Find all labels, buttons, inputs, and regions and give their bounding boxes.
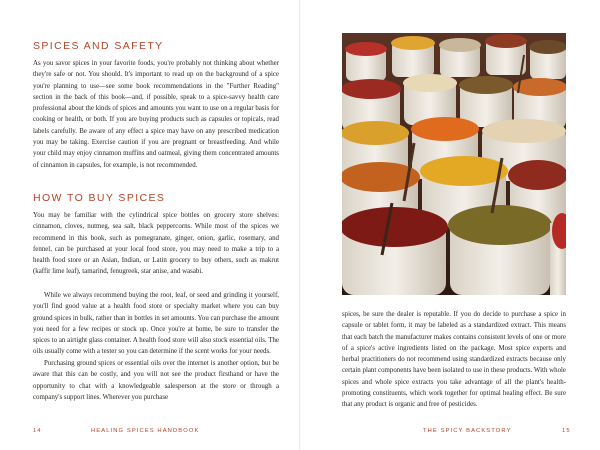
page-number-left: 14 — [33, 428, 42, 434]
paragraph-buy-spices-bulk: While we always recommend buying the root, leaf, or seed and grinding it yourself, you'll find good value at a health food store or specialty market where you can buy ground spices in bulk, rather than in bottles in set amounts. You can purchase the amount you need for a few recipes or stock up. Once you're at home, be sure to transfer the spices to an airtight glass container. A health food store will also stock essential oils. The oils usually come with a tester so you can determine if the scent works for your needs. — [33, 292, 279, 356]
section-heading-spices-and-safety: SPICES AND SAFETY — [33, 40, 164, 52]
paragraph-spices-and-safety: As you savor spices in your favorite foods, you're probably not thinking about whether they're safe or not. You should. It's important to read up on the background of a spice you're planning to use—see some book recommendations in the "Further Reading" section in the back of this book—and, if possible, speak to a spice-savvy health care professional about the kinds of spices and amounts you want to use on a regular basis for cooking or health, or both. If you are buying products such as capsules or topicals, read labels carefully. Be aware of any effect a spice may have on any prescribed medication you may be taking. Exercise caution if you are pregnant or breastfeeding. And while your child may enjoy cinnamon muffins and oatmeal, giving them concentrated amounts of cinnamon in capsules, for example, is not recommended. — [33, 60, 279, 169]
paragraph-buy-spices-continued: spices, be sure the dealer is reputable. If you do decide to purchase a spice in capsule or tablet form, it may be labeled as a standardized extract. This means that each batch the manufacturer makes contains consistent levels of one or more of a spice's active ingredients listed on the package. Most spice experts and herbal practitioners do not recommend using standardized extracts because only certain plant components have been isolated to use in these products. With whole spices and whole spice extracts you take advantage of all the plant's health-promoting constituents, which work together for optimal healing effect. Be sure that any product is organic and free of pesticides. — [342, 311, 566, 409]
paragraph-buy-spices-internet: Purchasing ground spices or essential oils over the internet is another option, but be aware that this can be costly, and you will not see the product firsthand or have the opportunity to chat with a knowledgeable salesperson at the store or through a company's support lines. Wherever you purchase — [33, 360, 279, 401]
page-number-right: 15 — [562, 428, 571, 434]
spice-bags-front-row — [342, 205, 566, 295]
spice-market-illustration — [342, 33, 566, 295]
spice-market-photo — [342, 33, 566, 295]
running-footer-book-title: HEALING SPICES HANDBOOK — [91, 428, 200, 434]
running-footer-chapter-title: THE SPICY BACKSTORY — [423, 428, 512, 434]
section-heading-how-to-buy-spices: HOW TO BUY SPICES — [33, 192, 166, 204]
paragraph-buy-spices-intro: You may be familiar with the cylindrical spice bottles on grocery store shelves: cinnamon, cloves, nutmeg, sea salt, black peppercorns. While most of the spices we recommend in this book, such as pomegranate, ginger, onion, garlic, rosemary, and fennel, can be purchased at your local food store, you may need to make a trip to a health food store or an Asian, Indian, or Latin grocery to buy others, such as makrut (kaffir lime leaf), tamarind, fenugreek, star anise, and wasabi. — [33, 212, 279, 276]
